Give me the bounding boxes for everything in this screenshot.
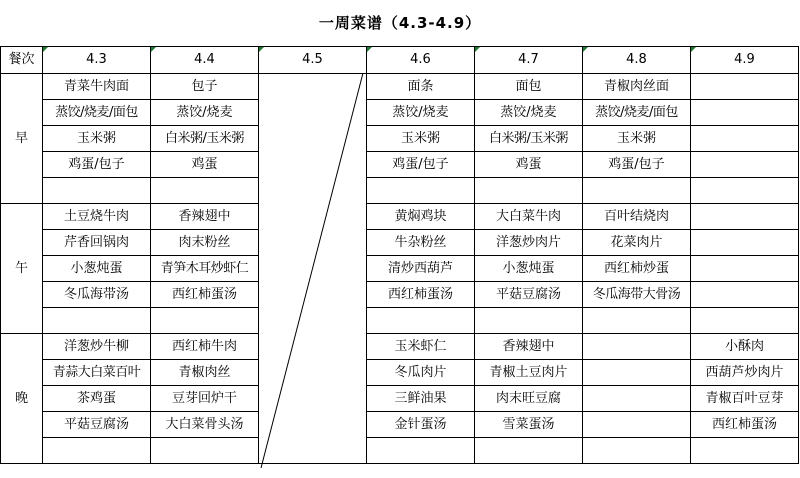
dish-cell[interactable] <box>691 152 799 178</box>
dish-cell[interactable] <box>691 230 799 256</box>
dish-cell[interactable]: 雪菜蛋汤 <box>475 412 583 438</box>
meal-label-cell[interactable]: 午 <box>1 204 43 334</box>
menu-row <box>1 100 799 126</box>
dish-cell[interactable]: 肉末旺豆腐 <box>475 386 583 412</box>
day-label: 4.7 <box>518 52 539 67</box>
dish-cell[interactable] <box>367 178 475 204</box>
dish-cell[interactable] <box>151 308 259 334</box>
menu-row <box>1 204 799 230</box>
dish-cell[interactable]: 青椒肉丝 <box>151 360 259 386</box>
day-header-cell[interactable] <box>151 47 259 74</box>
dish-cell[interactable] <box>583 360 691 386</box>
dish-cell[interactable] <box>691 256 799 282</box>
dish-cell[interactable]: 白米粥/玉米粥 <box>475 126 583 152</box>
cell-marker-icon <box>259 47 264 52</box>
dish-cell[interactable]: 包子 <box>151 74 259 100</box>
dish-cell[interactable] <box>691 74 799 100</box>
cell-marker-icon <box>583 47 588 52</box>
day-header-cell[interactable] <box>43 47 151 74</box>
menu-row <box>1 74 799 100</box>
dish-cell[interactable] <box>583 412 691 438</box>
dish-cell[interactable]: 冬瓜海带汤 <box>43 282 151 308</box>
dish-cell[interactable]: 大白菜骨头汤 <box>151 412 259 438</box>
dish-cell[interactable]: 蒸饺/烧麦 <box>367 100 475 126</box>
menu-row <box>1 152 799 178</box>
dish-cell[interactable]: 蒸饺/烧麦 <box>151 100 259 126</box>
day-header-cell[interactable] <box>691 47 799 74</box>
menu-row <box>1 230 799 256</box>
cell-marker-icon <box>151 47 156 52</box>
dish-cell[interactable]: 面包 <box>475 74 583 100</box>
dish-cell[interactable]: 青椒土豆肉片 <box>475 360 583 386</box>
menu-row <box>1 178 799 204</box>
menu-row <box>1 386 799 412</box>
dish-cell[interactable] <box>43 178 151 204</box>
dish-cell[interactable]: 肉末粉丝 <box>151 230 259 256</box>
dish-cell[interactable] <box>151 178 259 204</box>
day-header-cell[interactable] <box>583 47 691 74</box>
dish-cell[interactable]: 鸡蛋/包子 <box>367 152 475 178</box>
dish-cell[interactable]: 平菇豆腐汤 <box>475 282 583 308</box>
dish-cell[interactable] <box>691 282 799 308</box>
dish-cell[interactable]: 香辣翅中 <box>151 204 259 230</box>
dish-cell[interactable]: 面条 <box>367 74 475 100</box>
day-label: 4.9 <box>734 52 755 67</box>
dish-cell[interactable]: 青菜牛肉面 <box>43 74 151 100</box>
dish-cell[interactable] <box>691 126 799 152</box>
dish-cell[interactable]: 玉米粥 <box>583 126 691 152</box>
meal-header-cell[interactable]: 餐次 <box>1 47 43 74</box>
dish-cell[interactable]: 青笋木耳炒虾仁 <box>151 256 259 282</box>
meal-label-cell[interactable]: 早 <box>1 74 43 204</box>
dish-cell[interactable] <box>367 308 475 334</box>
weekly-menu-table <box>0 46 799 464</box>
dish-cell[interactable]: 土豆烧牛肉 <box>43 204 151 230</box>
dish-cell[interactable]: 西葫芦炒肉片 <box>691 360 799 386</box>
dish-cell[interactable]: 豆芽回炉干 <box>151 386 259 412</box>
dish-cell[interactable] <box>583 438 691 464</box>
menu-row <box>1 360 799 386</box>
dish-cell[interactable]: 芹香回锅肉 <box>43 230 151 256</box>
dish-cell[interactable]: 黄焖鸡块 <box>367 204 475 230</box>
dish-cell[interactable]: 金针蛋汤 <box>367 412 475 438</box>
dish-cell[interactable]: 百叶结烧肉 <box>583 204 691 230</box>
day-header-cell[interactable] <box>259 47 367 74</box>
day-header-cell[interactable] <box>367 47 475 74</box>
cell-marker-icon <box>691 47 696 52</box>
day-label: 4.5 <box>302 52 323 67</box>
dish-cell[interactable] <box>691 178 799 204</box>
cell-marker-icon <box>43 47 48 52</box>
dish-cell[interactable]: 玉米虾仁 <box>367 334 475 360</box>
dish-cell[interactable]: 蒸饺/烧麦 <box>475 100 583 126</box>
dish-cell[interactable]: 三鲜油果 <box>367 386 475 412</box>
dish-cell[interactable] <box>691 100 799 126</box>
dish-cell[interactable] <box>691 308 799 334</box>
menu-row <box>1 412 799 438</box>
dish-cell[interactable]: 青椒肉丝面 <box>583 74 691 100</box>
dish-cell[interactable]: 平菇豆腐汤 <box>43 412 151 438</box>
dish-cell[interactable] <box>43 438 151 464</box>
dish-cell[interactable]: 鸡蛋 <box>151 152 259 178</box>
dish-cell[interactable]: 小葱炖蛋 <box>475 256 583 282</box>
day-label: 4.3 <box>86 52 107 67</box>
dish-cell[interactable]: 青蒜大白菜百叶 <box>43 360 151 386</box>
dish-cell[interactable]: 蒸饺/烧麦/面包 <box>583 100 691 126</box>
day-label: 4.8 <box>626 52 647 67</box>
menu-row <box>1 256 799 282</box>
dish-cell[interactable]: 西红柿蛋汤 <box>367 282 475 308</box>
dish-cell[interactable]: 鸡蛋/包子 <box>583 152 691 178</box>
day-label: 4.4 <box>194 52 215 67</box>
menu-row <box>1 438 799 464</box>
day-label: 4.6 <box>410 52 431 67</box>
dish-cell[interactable]: 茶鸡蛋 <box>43 386 151 412</box>
dish-cell[interactable] <box>691 204 799 230</box>
dish-cell[interactable] <box>43 308 151 334</box>
dish-cell[interactable]: 牛杂粉丝 <box>367 230 475 256</box>
dish-cell[interactable]: 白米粥/玉米粥 <box>151 126 259 152</box>
dish-cell[interactable]: 西红柿牛肉 <box>151 334 259 360</box>
dish-cell[interactable]: 洋葱炒牛柳 <box>43 334 151 360</box>
dish-cell[interactable] <box>151 438 259 464</box>
dish-cell[interactable] <box>583 334 691 360</box>
dish-cell[interactable]: 小酥肉 <box>691 334 799 360</box>
dish-cell[interactable]: 清炒西葫芦 <box>367 256 475 282</box>
dish-cell[interactable] <box>583 386 691 412</box>
dish-cell[interactable] <box>475 308 583 334</box>
dish-cell[interactable]: 大白菜牛肉 <box>475 204 583 230</box>
cell-marker-icon <box>367 47 372 52</box>
menu-row <box>1 308 799 334</box>
dish-cell[interactable]: 鸡蛋/包子 <box>43 152 151 178</box>
dish-cell[interactable] <box>475 438 583 464</box>
dish-cell[interactable]: 花菜肉片 <box>583 230 691 256</box>
dish-cell[interactable]: 玉米粥 <box>367 126 475 152</box>
dish-cell[interactable]: 小葱炖蛋 <box>43 256 151 282</box>
dish-cell[interactable] <box>691 438 799 464</box>
dish-cell[interactable]: 鸡蛋 <box>475 152 583 178</box>
dish-cell[interactable]: 冬瓜海带大骨汤 <box>583 282 691 308</box>
dish-cell[interactable]: 青椒百叶豆芽 <box>691 386 799 412</box>
merged-day-cell[interactable] <box>259 74 367 464</box>
meal-label-cell[interactable]: 晚 <box>1 334 43 464</box>
menu-row <box>1 334 799 360</box>
page-title: 一周菜谱（4.3-4.9） <box>318 13 482 32</box>
dish-cell[interactable]: 玉米粥 <box>43 126 151 152</box>
dish-cell[interactable]: 西红柿炒蛋 <box>583 256 691 282</box>
dish-cell[interactable]: 蒸饺/烧麦/面包 <box>43 100 151 126</box>
dish-cell[interactable]: 香辣翅中 <box>475 334 583 360</box>
dish-cell[interactable]: 冬瓜肉片 <box>367 360 475 386</box>
menu-row <box>1 282 799 308</box>
dish-cell[interactable] <box>583 308 691 334</box>
dish-cell[interactable] <box>475 178 583 204</box>
header-row <box>1 47 799 74</box>
dish-cell[interactable] <box>367 438 475 464</box>
dish-cell[interactable]: 西红柿蛋汤 <box>691 412 799 438</box>
menu-row <box>1 126 799 152</box>
dish-cell[interactable]: 洋葱炒肉片 <box>475 230 583 256</box>
dish-cell[interactable] <box>583 178 691 204</box>
day-header-cell[interactable] <box>475 47 583 74</box>
cell-marker-icon <box>475 47 480 52</box>
dish-cell[interactable]: 西红柿蛋汤 <box>151 282 259 308</box>
